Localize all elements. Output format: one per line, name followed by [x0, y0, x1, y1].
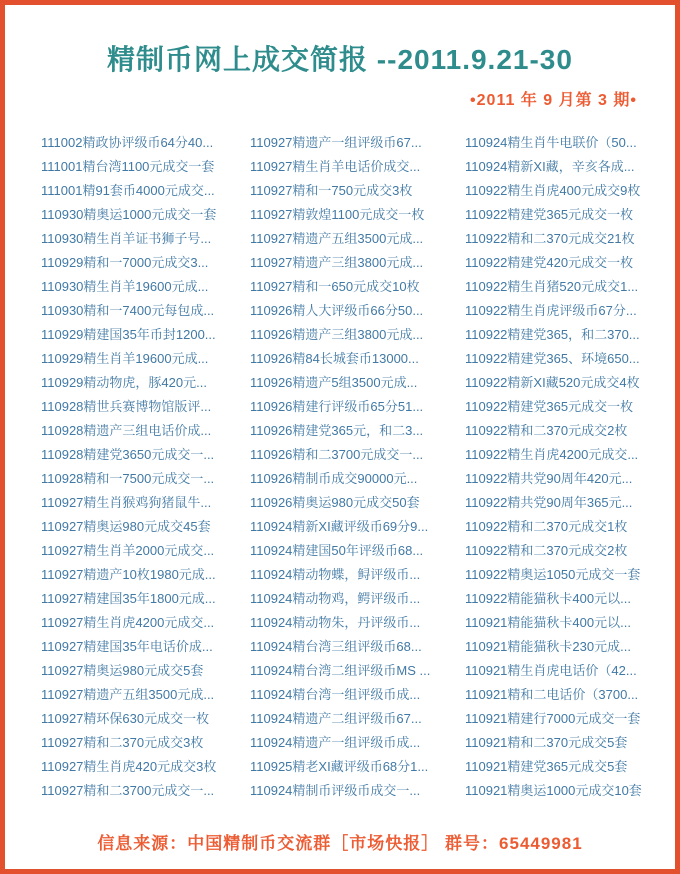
transaction-item: 110922精和二370元成交21枚 — [465, 231, 635, 246]
transaction-list — [5, 131, 675, 803]
transaction-item: 110926精人大评级币66分50... — [250, 303, 424, 318]
transaction-item: 110926精遗产5组3500元成... — [250, 375, 418, 390]
transaction-item: 110925精老XI藏评级币68分1... — [250, 759, 429, 774]
transaction-item: 110927精遗产三组3800元成... — [250, 255, 424, 270]
transaction-item: 110926精奥运980元成交50套 — [250, 495, 420, 510]
transaction-item: 110924精动物朱，丹评级币... — [250, 615, 421, 630]
transaction-item: 110930精和一7400元每包成... — [41, 303, 215, 318]
transaction-item: 110924精台湾一组评级币成... — [250, 687, 421, 702]
transaction-item: 110922精能猫秋卡400元以... — [465, 591, 631, 606]
transaction-column-2 — [250, 131, 465, 803]
transaction-item: 110927精和一650元成交10枚 — [250, 279, 420, 294]
transaction-item: 110922精和二370元成交2枚 — [465, 543, 628, 558]
transaction-item: 110924精新XI藏，辛亥各成... — [465, 159, 635, 174]
transaction-item: 110926精遗产三组3800元成... — [250, 327, 424, 342]
transaction-item: 110921精奥运1000元成交10套 — [465, 783, 642, 798]
transaction-item: 110921精建党365元成交5套 — [465, 759, 628, 774]
transaction-item: 110927精和二3700元成交一... — [41, 783, 215, 798]
transaction-item: 110922精生肖猪520元成交1... — [465, 279, 639, 294]
transaction-item: 110927精奥运980元成交5套 — [41, 663, 204, 678]
transaction-item: 110922精共党90周年365元... — [465, 495, 633, 510]
transaction-item: 110930精生肖羊19600元成... — [41, 279, 209, 294]
transaction-item: 110927精遗产五组3500元成... — [250, 231, 424, 246]
transaction-item: 110927精遗产五组3500元成... — [41, 687, 215, 702]
transaction-item: 110929精生肖羊19600元成... — [41, 351, 209, 366]
transaction-item: 110927精敦煌1100元成交一枚 — [250, 207, 425, 222]
transaction-item: 110927精生肖羊电话价成交... — [250, 159, 421, 174]
transaction-item: 110929精建国35年币封1200... — [41, 327, 216, 342]
transaction-item: 110927精遗产一组评级币67... — [250, 135, 422, 150]
transaction-item: 110924精遗产二组评级币67... — [250, 711, 422, 726]
transaction-item: 110921精生肖虎电话价（42... — [465, 663, 637, 678]
transaction-item: 110927精和一750元成交3枚 — [250, 183, 413, 198]
transaction-item: 110921精建行7000元成交一套 — [465, 711, 641, 726]
transaction-item: 111002精政协评级币64分40... — [41, 135, 214, 150]
transaction-item: 110924精生肖牛电联价（50... — [465, 135, 637, 150]
transaction-item: 110927精建国35年1800元成... — [41, 591, 216, 606]
transaction-column-1 — [41, 131, 250, 803]
transaction-item: 110926精建党365元，和二3... — [250, 423, 424, 438]
transaction-item: 110924精遗产一组评级币成... — [250, 735, 421, 750]
transaction-item: 111001精台湾1100元成交一套 — [41, 159, 215, 174]
transaction-item: 110924精建国50年评级币68... — [250, 543, 424, 558]
transaction-item: 110922精新XI藏520元成交4枚 — [465, 375, 640, 390]
transaction-item: 110924精动物蝶，鲟评级币... — [250, 567, 421, 582]
transaction-item: 110927精生肖猴鸡狗猪鼠牛... — [41, 495, 212, 510]
transaction-item: 110922精建党365元成交一枚 — [465, 207, 634, 222]
transaction-item: 110926精和二3700元成交一... — [250, 447, 424, 462]
transaction-item: 110921精和二电话价（3700... — [465, 687, 639, 702]
transaction-item: 110926精84长城套币13000... — [250, 351, 419, 366]
transaction-item: 110922精和二370元成交1枚 — [465, 519, 628, 534]
transaction-item: 110927精奥运980元成交45套 — [41, 519, 211, 534]
transaction-item: 110924精动物鸡，鳄评级币... — [250, 591, 421, 606]
transaction-item: 110927精生肖虎4200元成交... — [41, 615, 215, 630]
transaction-item: 110927精环保630元成交一枚 — [41, 711, 210, 726]
transaction-item: 110922精建党365，和二370... — [465, 327, 640, 342]
transaction-item: 110926精制币成交90000元... — [250, 471, 418, 486]
transaction-item: 110929精和一7000元成交3... — [41, 255, 209, 270]
source-footer: 信息来源：中国精制币交流群［市场快报］ 群号：65449981 — [97, 834, 583, 853]
transaction-column-3 — [465, 131, 661, 803]
transaction-item: 110930精奥运1000元成交一套 — [41, 207, 217, 222]
transaction-item: 110924精台湾二组评级币MS ... — [250, 663, 431, 678]
transaction-item: 110928精遗产三组电话价成... — [41, 423, 212, 438]
transaction-item: 110924精台湾三组评级币68... — [250, 639, 422, 654]
transaction-item: 110924精新XI藏评级币69分9... — [250, 519, 429, 534]
transaction-item: 110928精和一7500元成交一... — [41, 471, 215, 486]
transaction-item: 110921精能猫秋卡230元成... — [465, 639, 631, 654]
transaction-item: 110927精生肖虎420元成交3枚 — [41, 759, 217, 774]
transaction-item: 110922精奥运1050元成交一套 — [465, 567, 641, 582]
transaction-item: 110927精和二370元成交3枚 — [41, 735, 204, 750]
transaction-item: 110922精生肖虎400元成交9枚 — [465, 183, 641, 198]
transaction-item: 110927精遗产10枚1980元成... — [41, 567, 216, 582]
transaction-item: 110922精生肖虎4200元成交... — [465, 447, 639, 462]
transaction-item: 110922精建党365、环境650... — [465, 351, 640, 366]
transaction-item: 110928精世兵赛博物馆版评... — [41, 399, 212, 414]
transaction-item: 110928精建党3650元成交一... — [41, 447, 215, 462]
page-title: 精制币网上成交简报 --2011.9.21-30 — [107, 44, 573, 75]
transaction-item: 111001精91套币4000元成交... — [41, 183, 215, 198]
transaction-item: 110922精和二370元成交2枚 — [465, 423, 628, 438]
transaction-item: 110927精生肖羊2000元成交... — [41, 543, 215, 558]
transaction-item: 110921精和二370元成交5套 — [465, 735, 628, 750]
transaction-item: 110926精建行评级币65分51... — [250, 399, 424, 414]
transaction-item: 110924精制币评级币成交一... — [250, 783, 421, 798]
transaction-item: 110922精共党90周年420元... — [465, 471, 633, 486]
transaction-item: 110929精动物虎，豚420元... — [41, 375, 207, 390]
transaction-item: 110922精建党365元成交一枚 — [465, 399, 634, 414]
issue-label: •2011 年 9 月第 3 期• — [470, 92, 637, 109]
transaction-item: 110922精建党420元成交一枚 — [465, 255, 634, 270]
transaction-item: 110927精建国35年电话价成... — [41, 639, 213, 654]
transaction-item: 110930精生肖羊证书狮子号... — [41, 231, 212, 246]
transaction-item: 110922精生肖虎评级币67分... — [465, 303, 637, 318]
transaction-item: 110921精能猫秋卡400元以... — [465, 615, 631, 630]
